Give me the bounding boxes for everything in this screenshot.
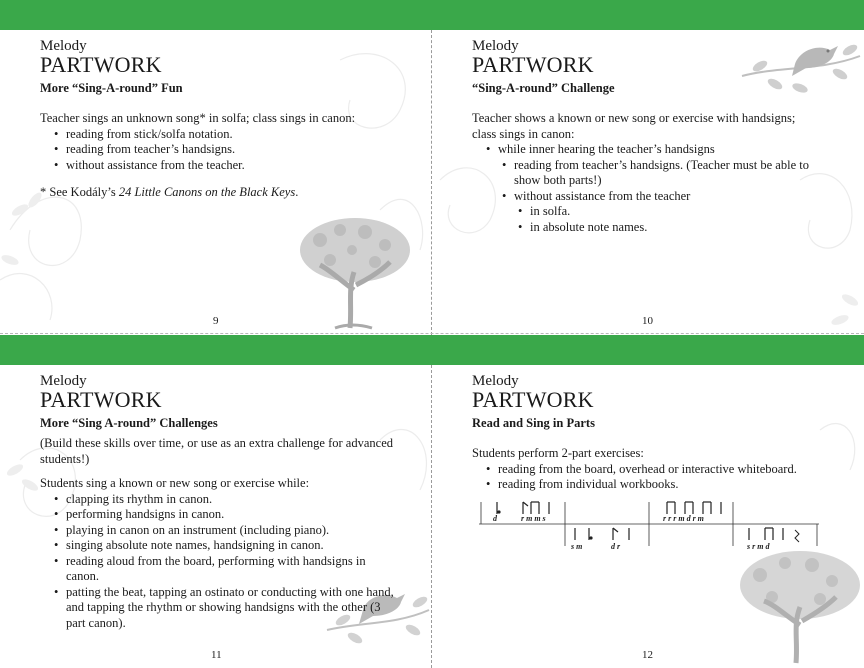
intro-text: Teacher sings an unknown song* in solfa; class sings in canon:: [40, 111, 356, 125]
bullet-list: [482, 462, 832, 493]
bullet-list: [472, 142, 822, 235]
two-part-rhythm-notation: [479, 494, 819, 554]
list-item: • singing absolute note names, handsigning in canon.: [50, 538, 395, 554]
list-item: • performing handsigns in canon.: [50, 507, 395, 523]
footnote: [40, 185, 430, 201]
section-kicker: Melody: [40, 38, 87, 54]
upper-solfa-1: d: [493, 514, 497, 523]
intro-text: (Build these skills over time, or use as an extra challenge for advanced students!): [40, 436, 394, 466]
upper-part-rhythm: [497, 502, 721, 514]
page-11: [40, 373, 395, 631]
page-title: PARTWORK: [472, 52, 594, 77]
lower-solfa-3: s r m d: [747, 542, 770, 551]
top-green-band: [0, 0, 864, 30]
list-item: • without assistance from the teacher.: [50, 158, 430, 174]
page-9: [40, 38, 430, 201]
list-item: • reading from teacher’s handsigns.: [50, 142, 430, 158]
page-subtitle: More “Sing A-round” Challenges: [40, 416, 218, 430]
page-title: PARTWORK: [40, 52, 162, 77]
page-number: 9: [213, 315, 219, 327]
page-title: PARTWORK: [40, 387, 162, 412]
lower-solfa-1: s m: [571, 542, 583, 551]
page-number: 10: [642, 315, 653, 327]
page-subtitle: More “Sing-A-round” Fun: [40, 81, 183, 95]
list-item: • reading from individual workbooks.: [482, 477, 832, 493]
list-item: • patting the beat, tapping an ostinato or conducting with one hand, and tapping the rhythm or showing handsigns with the other (3 part canon).: [50, 585, 395, 632]
page-title: PARTWORK: [472, 387, 594, 412]
page-subtitle: “Sing-A-round” Challenge: [472, 81, 615, 95]
footnote-end: .: [295, 185, 299, 199]
page-subtitle: Read and Sing in Parts: [472, 416, 595, 430]
lower-part-rhythm: [575, 528, 799, 542]
section-kicker: Melody: [472, 373, 519, 389]
list-item: • in solfa.: [514, 204, 822, 220]
list-item: • reading from the board, overhead or interactive whiteboard.: [482, 462, 832, 478]
footnote-book-title: 24 Little Canons on the Black Keys: [118, 185, 296, 199]
tree-illustration: [730, 545, 864, 665]
list-item: • reading aloud from the board, performing with handsigns in canon.: [50, 554, 395, 585]
page-12: [472, 373, 832, 493]
footnote-text: * See Kodály’s: [40, 185, 119, 199]
list-item: • reading from teacher’s handsigns. (Teacher must be able to show both parts!): [498, 158, 822, 189]
lead-text: Students sing a known or new song or exercise while:: [40, 476, 310, 490]
list-item: • in absolute note names.: [514, 220, 822, 236]
page-10: [472, 38, 822, 235]
bullet-list: [50, 492, 395, 632]
list-item: • without assistance from the teacher: [498, 189, 822, 205]
page-number: 11: [211, 649, 222, 661]
intro-text: Teacher shows a known or new song or exercise with handsigns; class sings in canon:: [472, 111, 796, 141]
tree-illustration: [290, 210, 425, 330]
section-kicker: Melody: [472, 38, 519, 54]
lower-solfa-2: d r: [611, 542, 621, 551]
upper-solfa-3: r r r m d r m: [663, 514, 704, 523]
list-item: • playing in canon on an instrument (including piano).: [50, 523, 395, 539]
list-item: • clapping its rhythm in canon.: [50, 492, 395, 508]
intro-text: Students perform 2-part exercises:: [472, 446, 644, 460]
page-number: 12: [642, 649, 653, 661]
list-item: • reading from stick/solfa notation.: [50, 127, 430, 143]
upper-solfa-2: r m m s: [521, 514, 546, 523]
bullet-list: [50, 127, 430, 174]
section-kicker: Melody: [40, 373, 87, 389]
list-item: • while inner hearing the teacher’s handsigns: [482, 142, 822, 158]
